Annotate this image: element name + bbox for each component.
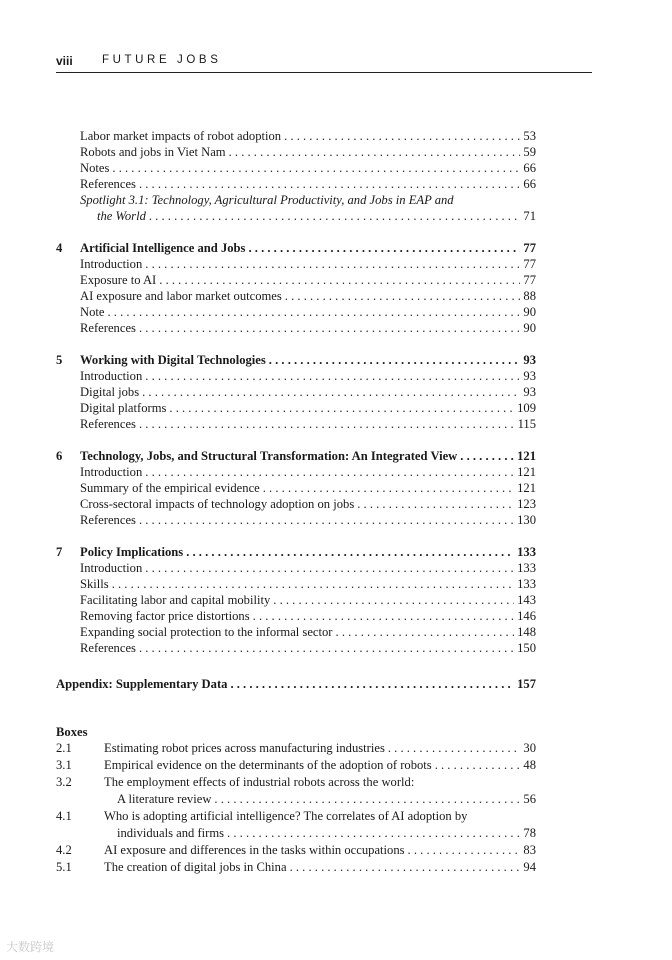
page-number: viii: [56, 54, 73, 68]
chapter-heading[interactable]: 4 Artificial Intelligence and Jobs . . . 77: [56, 240, 536, 256]
spotlight-title-line1[interactable]: Spotlight 3.1: Technology, Agricultural Productivity, and Jobs in EAP and: [80, 193, 454, 207]
toc-entry[interactable]: AI exposure and labor market outcomes . . . 88: [56, 288, 536, 304]
spotlight-entry[interactable]: the World . . . 71: [56, 208, 536, 224]
chapter-heading[interactable]: 6 Technology, Jobs, and Structural Transformation: An Integrated View . . . 121: [56, 448, 536, 464]
toc-entry[interactable]: Skills . . . 133: [56, 576, 536, 592]
toc-entry[interactable]: Labor market impacts of robot adoption . . . 53: [56, 128, 536, 144]
box-entry[interactable]: 2.1 Estimating robot prices across manufacturing industries . . . 30: [56, 740, 536, 757]
toc-entry[interactable]: Expanding social protection to the informal sector . . . 148: [56, 624, 536, 640]
box-entry-continued[interactable]: A literature review . . . 56: [56, 791, 536, 808]
toc-entry[interactable]: Digital jobs . . . 93: [56, 384, 536, 400]
toc-entry[interactable]: References . . . 66: [56, 176, 536, 192]
running-title: FUTURE JOBS: [102, 54, 222, 66]
toc-entry[interactable]: Cross-sectoral impacts of technology adoption on jobs . . . 123: [56, 496, 536, 512]
box-entry[interactable]: 3.2 The employment effects of industrial robots across the world:: [56, 775, 415, 789]
box-entry[interactable]: 4.2 AI exposure and differences in the tasks within occupations . . . 83: [56, 842, 536, 859]
chapter-heading[interactable]: 7 Policy Implications . . . 133: [56, 544, 536, 560]
box-entry[interactable]: 5.1 The creation of digital jobs in China . . . 94: [56, 859, 536, 876]
toc-entry[interactable]: References . . . 150: [56, 640, 536, 656]
toc-entry[interactable]: Introduction . . . 77: [56, 256, 536, 272]
box-entry-continued[interactable]: individuals and firms . . . 78: [56, 825, 536, 842]
toc-entry[interactable]: Digital platforms . . . 109: [56, 400, 536, 416]
toc-entry[interactable]: Facilitating labor and capital mobility . . . 143: [56, 592, 536, 608]
toc-entry[interactable]: Introduction . . . 93: [56, 368, 536, 384]
toc-entry[interactable]: Robots and jobs in Viet Nam . . . 59: [56, 144, 536, 160]
toc-entry[interactable]: Introduction . . . 133: [56, 560, 536, 576]
toc-entry[interactable]: Exposure to AI . . . 77: [56, 272, 536, 288]
watermark: 大数跨境: [6, 940, 55, 954]
toc-entry[interactable]: References . . . 115: [56, 416, 536, 432]
table-of-contents: [56, 128, 536, 876]
toc-entry[interactable]: Introduction . . . 121: [56, 464, 536, 480]
toc-entry[interactable]: Summary of the empirical evidence . . . 121: [56, 480, 536, 496]
toc-entry[interactable]: References . . . 130: [56, 512, 536, 528]
running-header: [56, 52, 592, 73]
toc-entry[interactable]: Removing factor price distortions . . . 146: [56, 608, 536, 624]
box-entry[interactable]: 3.1 Empirical evidence on the determinants of the adoption of robots . . . 48: [56, 757, 536, 774]
chapter-heading[interactable]: 5 Working with Digital Technologies . . . 93: [56, 352, 536, 368]
toc-entry[interactable]: Notes . . . 66: [56, 160, 536, 176]
box-entry[interactable]: 4.1 Who is adopting artificial intelligence? The correlates of AI adoption by: [56, 809, 468, 823]
boxes-heading: Boxes: [56, 725, 88, 739]
toc-entry[interactable]: Note . . . 90: [56, 304, 536, 320]
toc-entry[interactable]: References . . . 90: [56, 320, 536, 336]
appendix-entry[interactable]: Appendix: Supplementary Data . . . 157: [56, 676, 536, 692]
